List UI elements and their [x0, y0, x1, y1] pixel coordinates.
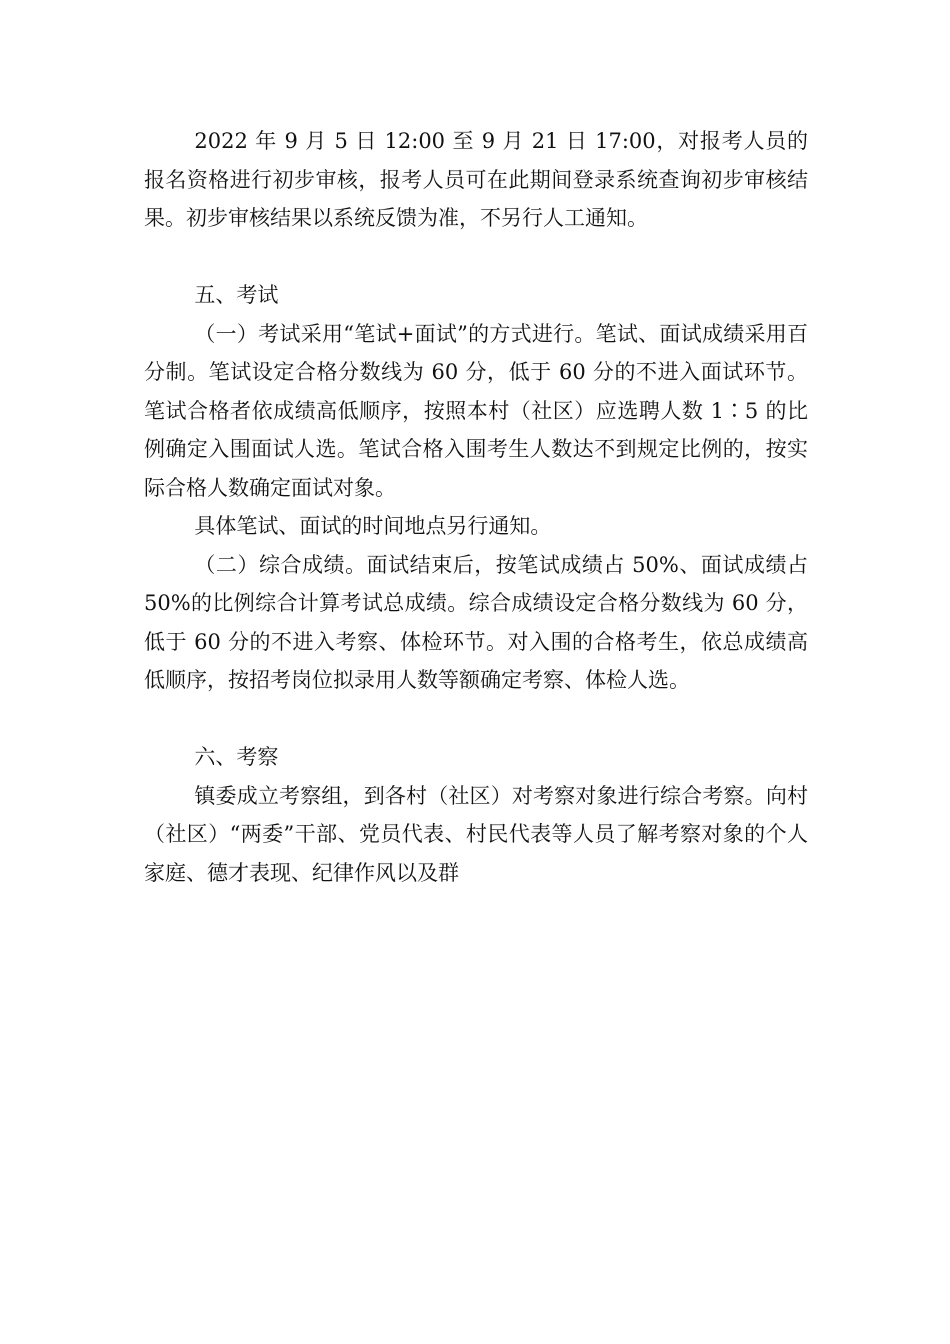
- paragraph-inspection: 镇委成立考察组，到各村（社区）对考察对象进行综合考察。向村（社区）“两委”干部、党员代表、村民代表等人员了解考察对象的个人家庭、德才表现、纪律作风以及群: [144, 783, 808, 885]
- section-heading-exam: 五、考试: [194, 283, 279, 307]
- section-heading-inspection: 六、考察: [194, 745, 279, 769]
- paragraph-composite-score: （二）综合成绩。面试结束后，按笔试成绩占 50%、面试成绩占 50%的比例综合计算考试总成绩。综合成绩设定合格分数线为 60 分，低于 60 分的不进入考察、体检环节。对入围的合格考生，依总成绩高低顺序，按招考岗位拟录用人数等额确定考察、体检人选。: [144, 552, 808, 692]
- paragraph-preliminary-review: 2022 年 9 月 5 日 12:00 至 9 月 21 日 17:00，对报考人员的报名资格进行初步审核，报考人员可在此期间登录系统查询初步审核结果。初步审核结果以系统反馈为准，不另行人工通知。: [144, 129, 808, 230]
- paragraph-exam-notice: 具体笔试、面试的时间地点另行通知。: [194, 514, 552, 538]
- document-body: [144, 122, 808, 892]
- section-spacer: [144, 700, 808, 739]
- section-spacer: [144, 238, 808, 277]
- paragraph-exam-format: （一）考试采用“笔试+面试”的方式进行。笔试、面试成绩采用百分制。笔试设定合格分数线为 60 分，低于 60 分的不进入面试环节。笔试合格者依成绩高低顺序，按照本村（社区）应选聘人数 1∶5 的比例确定入围面试人选。笔试合格入围考生人数达不到规定比例的，按实际合格人数确定面试对象。: [144, 321, 808, 500]
